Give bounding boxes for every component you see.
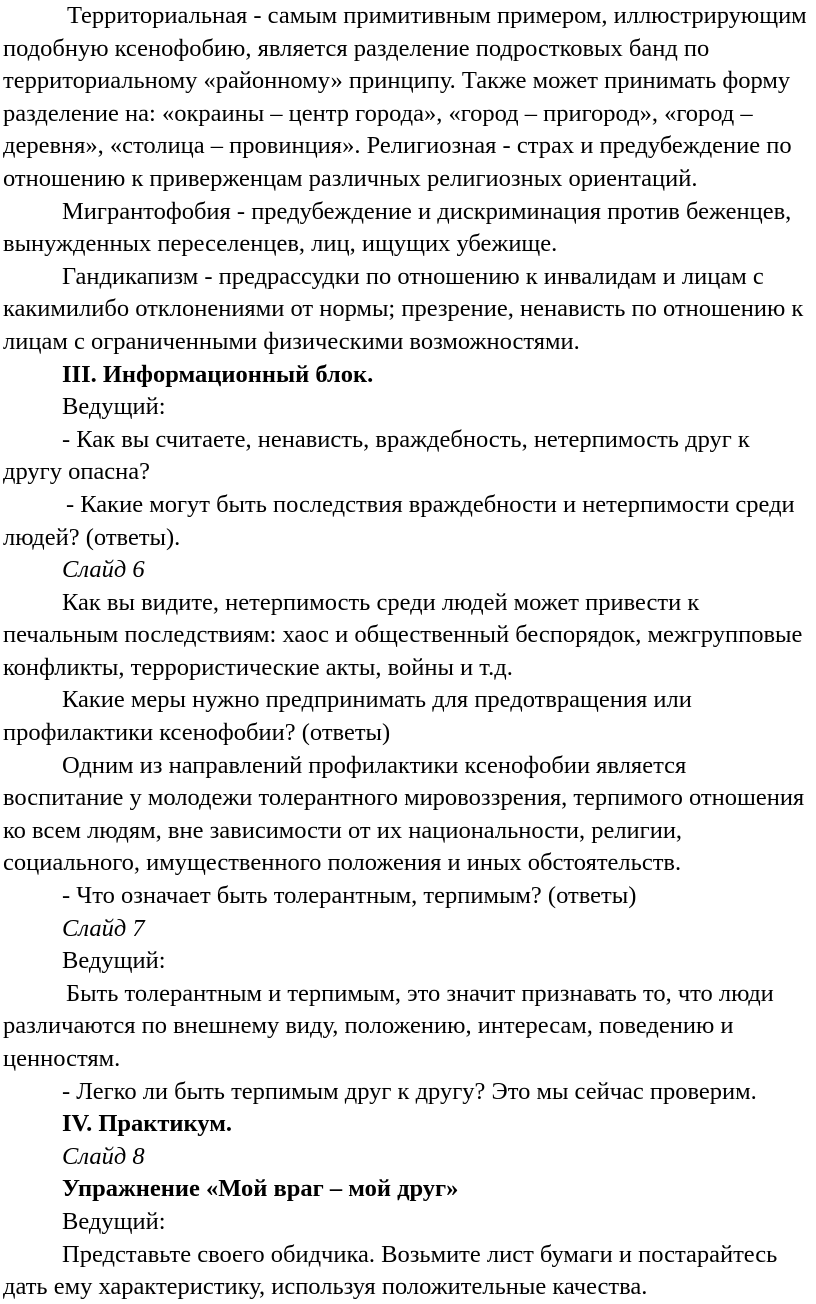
speaker-label: Ведущий: (62, 1207, 166, 1235)
paragraph-migrantophobia: Мигрантофобия - предубеждение и дискриминация против беженцев, вынужденных переселенцев, лиц, ищущих убежище. (3, 197, 792, 258)
exercise-title: Упражнение «Мой враг – мой друг» (62, 1175, 459, 1203)
question-consequences: - Какие могут быть последствия враждебности и нетерпимости среди людей? (ответы). (3, 490, 795, 551)
paragraph-exercise-instructions: Представьте своего обидчика. Возьмите лист бумаги и постарайтесь дать ему характеристику, используя положительные качества. (3, 1240, 778, 1301)
question-easy-tolerant: - Легко ли быть терпимым друг к другу? Это мы сейчас проверим. (62, 1077, 757, 1105)
paragraph-handicapism: Гандикапизм - предрассудки по отношению к инвалидам и лицам с какимилибо отклонениями от нормы; презрение, ненависть по отношению к лицам с ограниченными физическими возможностями. (3, 262, 804, 355)
section-heading-practicum: IV. Практикум. (62, 1110, 233, 1138)
speaker-label: Ведущий: (62, 393, 166, 421)
paragraph-intolerance-consequences: Как вы видите, нетерпимость среди людей может привести к печальным последствиям: хаос и общественный беспорядок, межгрупповые конфликты, террористические акты, войны и т.д. (3, 588, 803, 681)
slide-label-8: Слайд 8 (62, 1142, 145, 1170)
paragraph-territorial: Территориальная - самым примитивным примером, иллюстрирующим подобную ксенофобию, является разделение подростковых банд по территориальному «районному» принципу. Также может принимать форму разделение на: «окраины – центр города», «город – пригород», «город – деревня», «столица – провинция». Религиозная - страх и предубеждение по отношению к приверженцам различных религиозных ориентаций. (3, 2, 807, 192)
question-tolerant-meaning: - Что означает быть толерантным, терпимым? (ответы) (62, 882, 637, 910)
speaker-label: Ведущий: (62, 947, 166, 975)
slide-label-6: Слайд 6 (62, 556, 145, 584)
question-hatred-dangerous: - Как вы считаете, ненависть, враждебность, нетерпимость друг к другу опасна? (3, 425, 750, 486)
section-heading-info-block: III. Информационный блок. (62, 360, 374, 388)
paragraph-tolerance-definition: Быть толерантным и терпимым, это значит признавать то, что люди различаются по внешнему виду, положению, интересам, поведению и ценностям. (3, 979, 774, 1072)
question-prevention-measures: Какие меры нужно предпринимать для предотвращения или профилактики ксенофобии? (ответы) (3, 686, 692, 747)
paragraph-prevention-direction: Одним из направлений профилактики ксенофобии является воспитание у молодежи толерантного мировоззрения, терпимого отношения ко всем людям, вне зависимости от их национальности, религии, социального, имущественного положения и иных обстоятельств. (3, 751, 805, 877)
slide-label-7: Слайд 7 (62, 914, 145, 942)
